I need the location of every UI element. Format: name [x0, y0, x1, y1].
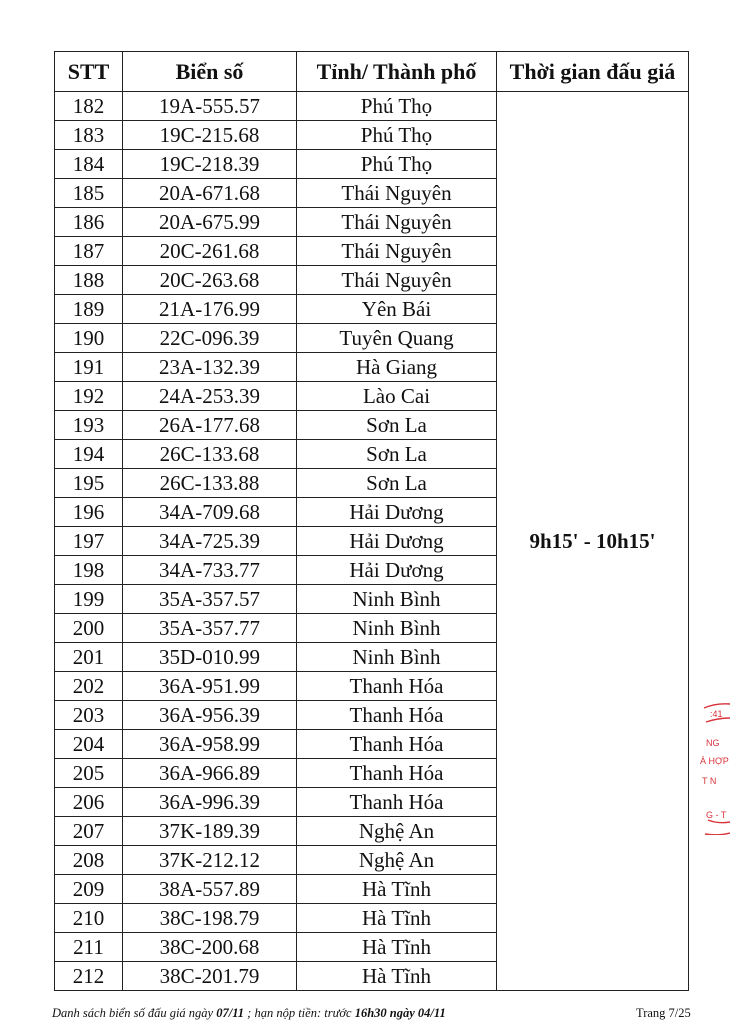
row-plate: 37K-212.12: [123, 846, 297, 875]
row-province: Nghệ An: [297, 846, 497, 875]
row-stt: 211: [55, 933, 123, 962]
header-auction-time: Thời gian đấu giá: [497, 52, 689, 92]
row-stt: 182: [55, 92, 123, 121]
row-stt: 205: [55, 759, 123, 788]
row-province: Hà Tĩnh: [297, 904, 497, 933]
header-stt: STT: [55, 52, 123, 92]
row-province: Thái Nguyên: [297, 208, 497, 237]
footer-auction-date: 07/11: [216, 1006, 245, 1020]
row-province: Hà Tĩnh: [297, 933, 497, 962]
row-plate: 26C-133.88: [123, 469, 297, 498]
footer-note: [52, 1006, 446, 1021]
row-stt: 203: [55, 701, 123, 730]
row-stt: 198: [55, 556, 123, 585]
row-plate: 38A-557.89: [123, 875, 297, 904]
row-province: Phú Thọ: [297, 150, 497, 179]
row-plate: 20A-671.68: [123, 179, 297, 208]
row-plate: 21A-176.99: [123, 295, 297, 324]
row-province: Sơn La: [297, 440, 497, 469]
row-stt: 206: [55, 788, 123, 817]
row-stt: 194: [55, 440, 123, 469]
footer-prefix: Danh sách biển số đấu giá ngày: [52, 1006, 217, 1020]
row-province: Thanh Hóa: [297, 788, 497, 817]
row-stt: 190: [55, 324, 123, 353]
row-province: Hải Dương: [297, 556, 497, 585]
header-province: Tỉnh/ Thành phố: [297, 52, 497, 92]
row-stt: 186: [55, 208, 123, 237]
page-number: Trang 7/25: [636, 1006, 691, 1020]
row-province: Thanh Hóa: [297, 701, 497, 730]
table-row: [55, 92, 689, 121]
row-province: Sơn La: [297, 469, 497, 498]
row-plate: 35A-357.77: [123, 614, 297, 643]
table-body: [55, 92, 689, 991]
stamp-text-line: À HỢP: [700, 756, 729, 766]
row-plate: 20C-261.68: [123, 237, 297, 266]
row-plate: 26A-177.68: [123, 411, 297, 440]
row-plate: 36A-956.39: [123, 701, 297, 730]
row-province: Thanh Hóa: [297, 759, 497, 788]
row-stt: 187: [55, 237, 123, 266]
row-plate: 38C-198.79: [123, 904, 297, 933]
row-province: Hải Dương: [297, 527, 497, 556]
row-province: Ninh Bình: [297, 585, 497, 614]
row-stt: 193: [55, 411, 123, 440]
row-plate: 34A-709.68: [123, 498, 297, 527]
row-plate: 37K-189.39: [123, 817, 297, 846]
footer-middle: ; hạn nộp tiền: trước: [244, 1006, 355, 1020]
row-stt: 192: [55, 382, 123, 411]
stamp-text-line: :41: [710, 709, 723, 719]
row-stt: 189: [55, 295, 123, 324]
seal-stamp-icon: [696, 700, 730, 835]
row-plate: 23A-132.39: [123, 353, 297, 382]
row-plate: 22C-096.39: [123, 324, 297, 353]
row-plate: 36A-996.39: [123, 788, 297, 817]
row-plate: 35D-010.99: [123, 643, 297, 672]
row-province: Tuyên Quang: [297, 324, 497, 353]
stamp-text-line: NG: [706, 738, 720, 748]
row-stt: 201: [55, 643, 123, 672]
row-plate: 34A-733.77: [123, 556, 297, 585]
row-plate: 35A-357.57: [123, 585, 297, 614]
row-stt: 196: [55, 498, 123, 527]
row-stt: 210: [55, 904, 123, 933]
row-plate: 19C-218.39: [123, 150, 297, 179]
footer-deadline: 16h30 ngày 04/11: [354, 1006, 446, 1020]
row-province: Ninh Bình: [297, 614, 497, 643]
row-province: Hà Tĩnh: [297, 962, 497, 991]
stamp-text-line: T N: [702, 776, 717, 786]
row-province: Hà Tĩnh: [297, 875, 497, 904]
row-province: Nghệ An: [297, 817, 497, 846]
plate-list-table: [54, 51, 689, 991]
row-stt: 209: [55, 875, 123, 904]
row-stt: 208: [55, 846, 123, 875]
row-plate: 20A-675.99: [123, 208, 297, 237]
row-province: Phú Thọ: [297, 121, 497, 150]
row-province: Thanh Hóa: [297, 730, 497, 759]
row-stt: 202: [55, 672, 123, 701]
row-province: Thanh Hóa: [297, 672, 497, 701]
row-province: Ninh Bình: [297, 643, 497, 672]
row-stt: 195: [55, 469, 123, 498]
table-header-row: [55, 52, 689, 92]
row-stt: 204: [55, 730, 123, 759]
row-province: Lào Cai: [297, 382, 497, 411]
row-province: Phú Thọ: [297, 92, 497, 121]
row-province: Thái Nguyên: [297, 179, 497, 208]
row-plate: 34A-725.39: [123, 527, 297, 556]
row-stt: 191: [55, 353, 123, 382]
red-seal-stamp: [696, 700, 730, 835]
row-stt: 207: [55, 817, 123, 846]
row-province: Sơn La: [297, 411, 497, 440]
row-province: Thái Nguyên: [297, 237, 497, 266]
row-stt: 183: [55, 121, 123, 150]
row-province: Hà Giang: [297, 353, 497, 382]
row-stt: 212: [55, 962, 123, 991]
header-plate: Biển số: [123, 52, 297, 92]
row-province: Hải Dương: [297, 498, 497, 527]
row-plate: 36A-966.89: [123, 759, 297, 788]
row-stt: 197: [55, 527, 123, 556]
row-plate: 38C-200.68: [123, 933, 297, 962]
row-plate: 24A-253.39: [123, 382, 297, 411]
row-province: Thái Nguyên: [297, 266, 497, 295]
row-stt: 185: [55, 179, 123, 208]
row-stt: 184: [55, 150, 123, 179]
row-plate: 38C-201.79: [123, 962, 297, 991]
row-plate: 19A-555.57: [123, 92, 297, 121]
row-stt: 200: [55, 614, 123, 643]
row-plate: 19C-215.68: [123, 121, 297, 150]
row-plate: 36A-951.99: [123, 672, 297, 701]
row-stt: 188: [55, 266, 123, 295]
auction-time-slot: 9h15' - 10h15': [497, 92, 689, 991]
row-plate: 26C-133.68: [123, 440, 297, 469]
stamp-text-line: G - T: [706, 810, 727, 820]
row-stt: 199: [55, 585, 123, 614]
row-plate: 20C-263.68: [123, 266, 297, 295]
row-plate: 36A-958.99: [123, 730, 297, 759]
row-province: Yên Bái: [297, 295, 497, 324]
